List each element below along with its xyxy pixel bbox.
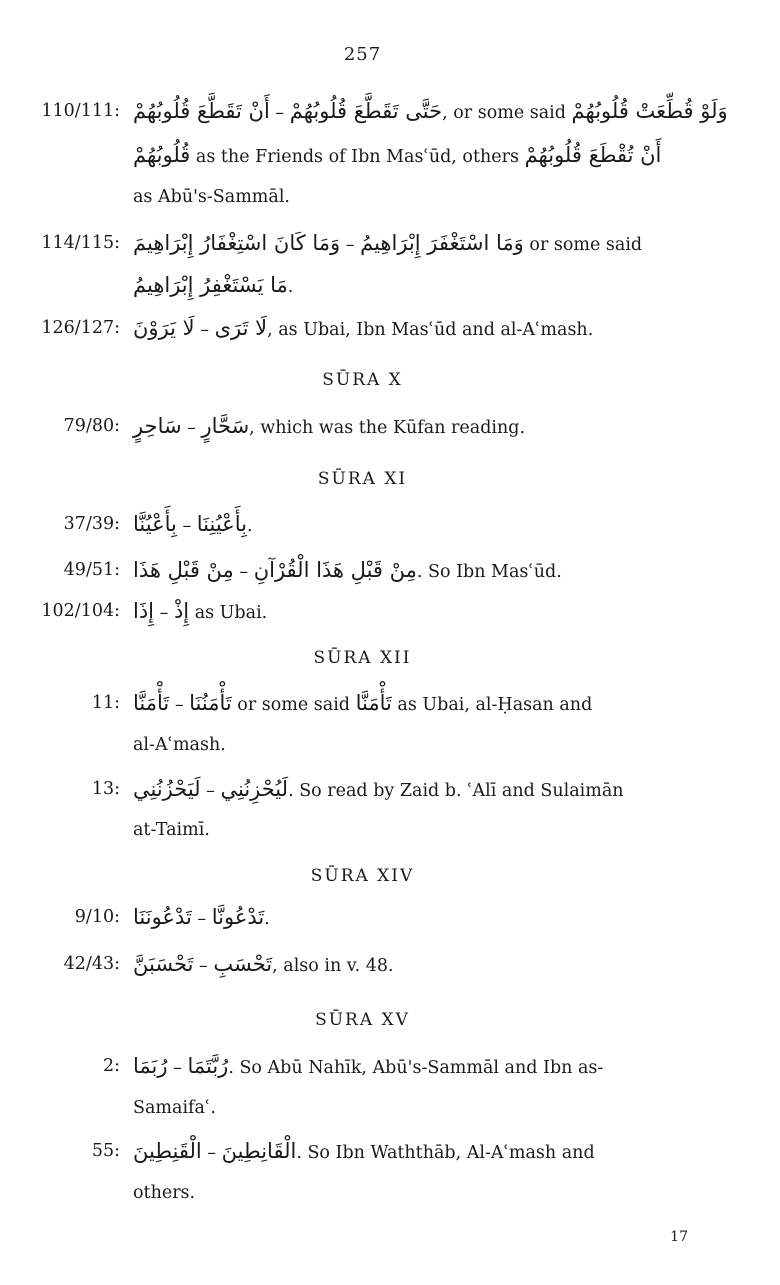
entry-text: as Ubai, al-Ḥasan and — [397, 695, 593, 715]
arabic-reading: رُبَّتَمَا — [187, 1054, 229, 1078]
arabic-reading: أَنْ تُقْطَعَ قُلُوبُهُمْ — [524, 143, 662, 167]
entry-55-line2: others. — [133, 1183, 196, 1203]
arabic-reading: سَاحِرٍ — [133, 414, 182, 438]
punctuation: . — [246, 516, 253, 536]
arabic-reading: قُلُوبُهُمْ — [133, 143, 191, 167]
entry-text: as the Friends of Ibn Masʿūd, others — [195, 147, 519, 167]
entry-text — [133, 96, 728, 128]
entry-13-line2: at-Taimī. — [133, 820, 210, 840]
arabic-reading: لَا يَرَوْنَ — [133, 316, 195, 340]
arabic-reading: لَا تَرَى — [214, 316, 268, 340]
arabic-reading: تَأْمَنُنَا — [189, 691, 232, 715]
verse-number: 126/127: — [41, 318, 120, 338]
arabic-reading: تَأْمَنَّا — [133, 691, 170, 715]
entry-text: . So Abū Nahīk, Abū's-Sammāl and Ibn as- — [228, 1058, 604, 1078]
entry-text: , also in v. 48. — [272, 956, 394, 976]
verse-number: 9/10: — [74, 907, 120, 927]
entry-text: , or some said — [442, 103, 566, 123]
entry-text — [133, 596, 267, 628]
sura-heading: SŪRA X — [322, 370, 403, 390]
sura-heading: SŪRA XIV — [310, 866, 415, 886]
dash: – — [199, 956, 208, 976]
arabic-reading: رُبَمَا — [133, 1054, 168, 1078]
entry-110-111-line3: as Abū's-Sammāl. — [133, 187, 290, 207]
punctuation: . — [287, 277, 294, 297]
verse-number: 2: — [102, 1056, 120, 1076]
arabic-reading: مَا يَسْتَغْفِرُ إِبْرَاهِيمُ — [133, 273, 288, 297]
entry-text — [133, 949, 394, 981]
arabic-reading: بِأَعْيُنَّا — [133, 512, 177, 536]
entry-text — [133, 313, 593, 345]
dash: – — [174, 695, 184, 715]
arabic-reading: تَدْعُونَّا — [211, 905, 265, 929]
arabic-reading: وَمَا كَانَ اسْتِغْفَارُ إِبْرَاهِيمَ — [133, 231, 341, 255]
punctuation: . — [264, 909, 270, 929]
arabic-reading: تَدْعُونَنَا — [133, 905, 192, 929]
dash: – — [207, 1143, 217, 1163]
arabic-reading: إِذْ — [173, 599, 190, 623]
sura-heading: SŪRA XII — [313, 648, 412, 668]
entry-text: , which was the Kūfan reading. — [249, 418, 526, 438]
arabic-reading: الْقَانِطِينَ — [221, 1139, 297, 1163]
entry-text: as Ubai. — [194, 603, 268, 623]
arabic-reading: وَمَا اسْتَغْفَرَ إِبْرَاهِيمُ — [360, 231, 524, 255]
entry-text — [133, 509, 253, 541]
dash: – — [345, 235, 355, 255]
entry-text — [133, 228, 642, 260]
arabic-reading: سَحَّارٍ — [201, 414, 250, 438]
verse-number: 79/80: — [63, 416, 120, 436]
sura-heading: SŪRA XV — [315, 1010, 410, 1030]
verse-number: 110/111: — [41, 101, 120, 121]
verse-number: 114/115: — [41, 233, 120, 253]
dash: – — [182, 516, 192, 536]
dash: – — [187, 418, 196, 438]
arabic-reading: وَلَوْ قُطِّعَتْ قُلُوبُهُمْ — [571, 99, 728, 123]
entry-114-115-line2 — [133, 270, 293, 302]
dash: – — [159, 603, 169, 623]
entry-text: , as Ubai, Ibn Masʿūd and al-Aʿmash. — [267, 320, 594, 340]
verse-number: 49/51: — [63, 560, 120, 580]
arabic-reading: مِنْ قَبْلِ هَذَا — [133, 558, 234, 582]
arabic-reading: مِنْ قَبْلِ هَذَا الْقُرْآنِ — [253, 558, 417, 582]
sura-heading: SŪRA XI — [317, 469, 408, 489]
entry-text — [133, 1136, 595, 1168]
verse-number: 42/43: — [63, 954, 120, 974]
entry-110-111-line2 — [133, 140, 661, 172]
arabic-reading: أَنْ تَقَطَّعَ قُلُوبُهُمْ — [133, 99, 270, 123]
verse-number: 37/39: — [63, 514, 120, 534]
entry-11-line2: al-Aʿmash. — [133, 735, 226, 755]
arabic-reading: إِذَا — [133, 599, 155, 623]
arabic-reading: لَيَحْزُنُنِي — [133, 777, 201, 801]
dash: – — [173, 1058, 182, 1078]
verse-number: 55: — [91, 1141, 120, 1161]
signature-number: 17 — [670, 1229, 688, 1245]
verse-number: 13: — [91, 779, 120, 799]
arabic-reading: حَتَّى تَقَطَّعَ قُلُوبُهُمْ — [289, 99, 443, 123]
page-number: 257 — [343, 44, 382, 65]
arabic-reading: تَحْسَبِ — [213, 952, 273, 976]
entry-text: . So Ibn Masʿūd. — [416, 562, 562, 582]
dash: – — [275, 103, 285, 123]
dash: – — [197, 909, 207, 929]
entry-text — [133, 902, 270, 934]
verse-number: 102/104: — [41, 601, 120, 621]
entry-2-line2: Samaifaʿ. — [133, 1098, 216, 1118]
entry-text: . So read by Zaid b. ʿAlī and Sulaimān — [288, 781, 624, 801]
dash: – — [239, 562, 249, 582]
dash: – — [206, 781, 215, 801]
entry-text — [133, 555, 562, 587]
entry-text — [133, 688, 592, 720]
entry-text: . So Ibn Waththāb, Al-Aʿmash and — [296, 1143, 595, 1163]
arabic-reading: تَأْمَنَّا — [355, 691, 392, 715]
arabic-reading: بِأَعْيُنِنَا — [196, 512, 247, 536]
entry-text: or some said — [529, 235, 643, 255]
arabic-reading: لَيُحْزِنُنِي — [220, 777, 289, 801]
entry-text: or some said — [237, 695, 351, 715]
dash: – — [200, 320, 209, 340]
verse-number: 11: — [91, 693, 120, 713]
entry-text — [133, 1051, 603, 1083]
entry-text — [133, 411, 525, 443]
arabic-reading: تَحْسَبَنَّ — [133, 952, 194, 976]
arabic-reading: الْقَنِطِينَ — [133, 1139, 202, 1163]
entry-text — [133, 774, 624, 806]
